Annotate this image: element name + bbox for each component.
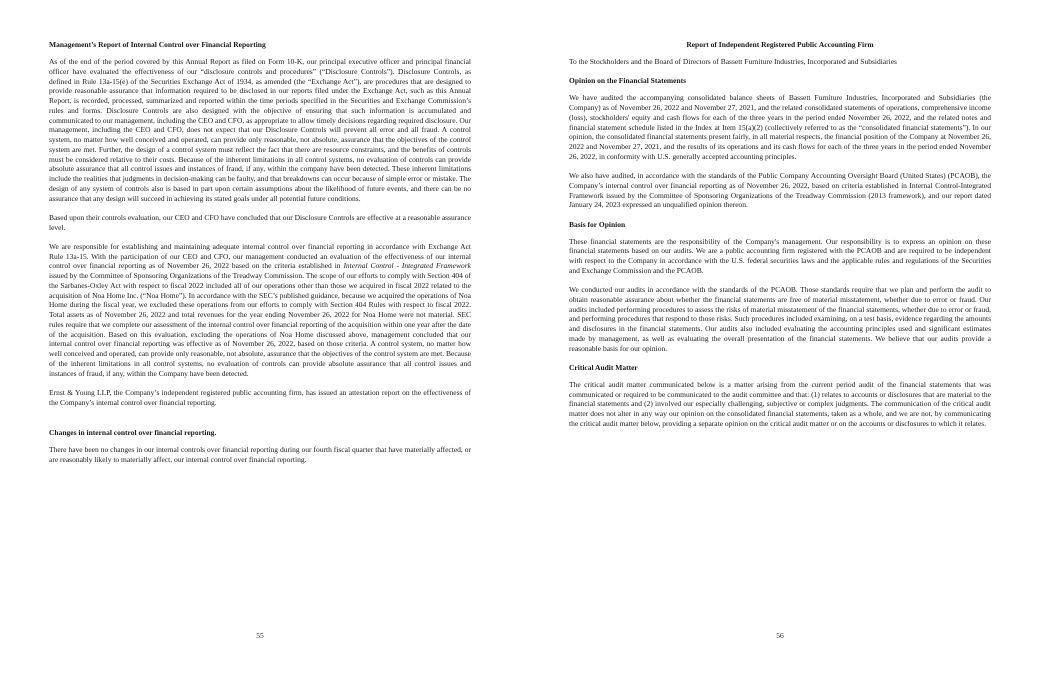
changes-subheading: Changes in internal control over financial reporting.	[49, 427, 217, 437]
framework-title: Internal Control - Integrated Framework	[343, 261, 471, 271]
internal-control-paragraph	[49, 242, 471, 379]
section-title-basis: Basis for Opinion	[569, 219, 626, 229]
changes-paragraph: There have been no changes in our internal controls over financial reporting during our fourth fiscal quarter that have materially affected, or are reasonably likely to materially affect, our internal control over financial reporting.	[49, 444, 471, 464]
page-number-left: 55	[256, 631, 264, 640]
internal-control-text-before: We are responsible for establishing and maintaining adequate internal control over financial reporting in accordance with Exchange Act Rule 13a-15. With the participation of our CEO and CFO, our management conducted an evaluation of the effectiveness of our internal control over financial reporting as of November 26, 2022 based on the criteria established in	[49, 241, 471, 271]
section-title-opinion: Opinion on the Financial Statements	[569, 76, 687, 86]
page-number-right: 56	[776, 631, 784, 640]
audit-standards-paragraph: We conducted our audits in accordance with the standards of the PCAOB. Those standards require that we plan and perform the audit to obtain reasonable assurance about whether the financial statements are free of material misstatement, whether due to error or fraud. Our audits included performing procedures to assess the risks of material misstatement of the financial statements, whether due to error or fraud, and performing procedures that respond to those risks. Such procedures included examining, on a test basis, evidence regarding the amounts and disclosures in the financial statements. Our audits also included evaluating the accounting principles used and significant estimates made by management, as well as evaluating the overall presentation of the financial statements. We believe that our audits provide a reasonable basis for our opinion.	[569, 285, 991, 353]
conclusion-paragraph: Based upon their controls evaluation, our CEO and CFO have concluded that our Disclosure Controls are effective at a reasonable assurance level.	[49, 212, 471, 232]
spacer	[49, 417, 471, 428]
right-page-column	[569, 40, 991, 438]
critical-audit-matter-paragraph: The critical audit matter communicated below is a matter arising from the current period audit of the financial statements that was communicated or required to be communicated to the audit committee and that: (1) relates to accounts or disclosures that are material to the financial statements and (2) involved our especially challenging, subjective or complex judgments. The communication of the critical audit matter does not alter in any way our opinion on the consolidated financial statements, taken as a whole, and we are not, by communicating the critical audit matter below, providing a separate opinion on the critical audit matter or on the accounts or disclosures to which it relates.	[569, 379, 991, 428]
section-title-critical-audit-matter: Critical Audit Matter	[569, 362, 638, 372]
responsibility-paragraph: These financial statements are the responsibility of the Company's management. Our responsibility is to express an opinion on these financial statements based on our audits. We are a public accounting firm registered with the PCAOB and are required to be independent with respect to the Company in accordance with the U.S. federal securities laws and the applicable rules and regulations of the Securities and Exchange Commission and the PCAOB.	[569, 236, 991, 275]
addressee-line: To the Stockholders and the Board of Directors of Bassett Furniture Industries, Incorporated and Subsidiaries	[569, 57, 897, 66]
disclosure-controls-paragraph: As of the end of the period covered by this Annual Report as filed on Form 10-K, our principal executive officer and principal financial officer have evaluated the effectiveness of our “disclosure controls and procedures” (“Disclosure Controls”). Disclosure Controls, as defined in Rule 13a-15(e) of the Securities Exchange Act of 1934, as amended (the “Exchange Act”), are procedures that are designed to provide reasonable assurance that information required to be disclosed in our reports filed under the Exchange Act, such as this Annual Report, is recorded, processed, summarized and reported within the time periods specified in the Securities and Exchange Commission’s rules and forms. Disclosure Controls are also designed with the objective of ensuring that such information is accumulated and communicated to our management, including the CEO and CFO, as appropriate to allow timely decisions regarding required disclosure. Our management, including the CEO and CFO, does not expect that our Disclosure Controls will prevent all error and all fraud. A control system, no matter how well conceived and operated, can provide only reasonable, not absolute, assurance that the objectives of the control system are met. Further, the design of a control system must reflect the fact that there are resource constraints, and the benefits of controls must be considered relative to their costs. Because of the inherent limitations in all control systems, no evaluation of controls can provide absolute assurance that all control issues and instances of fraud, if any, within the company have been detected. These inherent limitations include the realities that judgments in decision-making can be faulty, and that breakdowns can occur because of simple error or mistake. The design of any system of controls also is based in part upon certain assumptions about the likelihood of future events, and there can be no assurance that any design will succeed in achieving its stated goals under all potential future conditions.	[49, 57, 471, 203]
internal-control-text-after: issued by the Committee of Sponsoring Organizations of the Treadway Commission. The scope of our efforts to comply with Section 404 of the Sarbanes-Oxley Act with respect to fiscal 2022 included all of our operations other than those we acquired in fiscal 2022 related to the acquisition of Noa Home Inc. (“Noa Home”). In accordance with the SEC’s published guidance, because we acquired the operations of Noa Home during the fiscal year, we excluded these operations from our efforts to comply with Section 404 Rules with respect to fiscal 2022. Total assets as of November 26, 2022 and total revenues for the year ending November 26, 2022 for Noa Home were not material. SEC rules require that we complete our assessment of the internal control over financial reporting of the acquisition within one year after the date of the acquisition. Based on this evaluation, excluding the operations of Noa Home discussed above, management concluded that our internal control over financial reporting was effective as of November 26, 2022, based on those criteria. A control system, no matter how well conceived and operated, can provide only reasonable, not absolute, assurance that the objectives of the control system are met. Because of the inherent limitations in all control systems, no evaluation of controls can provide absolute assurance that all control issues and instances of fraud, if any, within the Company have been detected.	[49, 271, 471, 378]
management-report-heading: Management’s Report of Internal Control over Financial Reporting	[49, 40, 266, 49]
left-page-column	[49, 40, 471, 474]
auditor-report-heading: Report of Independent Registered Public Accounting Firm	[686, 40, 874, 49]
attestation-paragraph: Ernst & Young LLP, the Company’s independent registered public accounting firm, has issued an attestation report on the effectiveness of the Company’s internal control over financial reporting.	[49, 387, 471, 407]
icfr-audit-paragraph: We also have audited, in accordance with the standards of the Public Company Accounting Oversight Board (United States) (PCAOB), the Company’s internal control over financial reporting as of November 26, 2022, based on criteria established in Internal Control-Integrated Framework issued by the Committee of Sponsoring Organizations of the Treadway Commission (2013 framework), and our report dated January 24, 2023 expressed an unqualified opinion thereon.	[569, 171, 991, 210]
right-page	[520, 0, 1040, 673]
opinion-paragraph: We have audited the accompanying consolidated balance sheets of Bassett Furniture Industries, Incorporated and Subsidiaries (the Company) as of November 26, 2022 and November 27, 2021, and the related consolidated statements of operations, comprehensive income (loss), stockholders' equity and cash flows for each of the three years in the period ended November 26, 2022, and the related notes and financial statement schedule listed in the Index at Item 15(a)(2) (collectively referred to as the “consolidated financial statements”). In our opinion, the consolidated financial statements present fairly, in all material respects, the financial position of the Company at November 26, 2022 and November 27, 2021, and the results of its operations and its cash flows for each of the three years in the period ended November 26, 2022, in conformity with U.S. generally accepted accounting principles.	[569, 93, 991, 161]
